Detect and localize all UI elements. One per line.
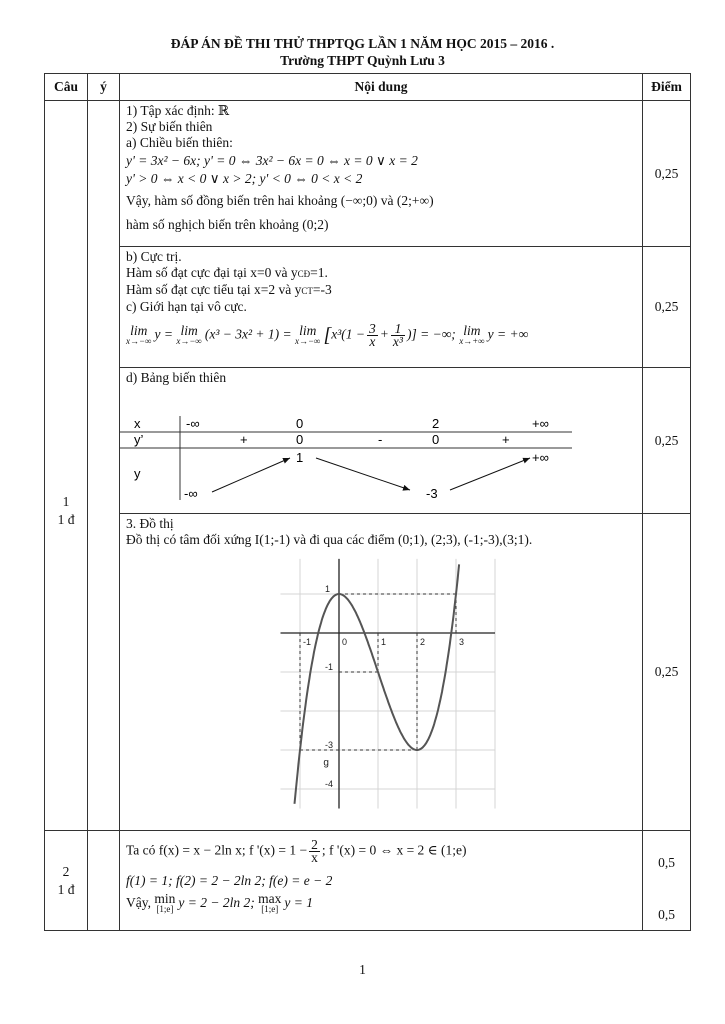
school-name: Trường THPT Quỳnh Lưu 3: [280, 53, 445, 68]
header-y: ý: [88, 74, 120, 101]
q2-line1: [126, 839, 636, 873]
header-content: Nội dung: [120, 74, 643, 101]
frac-3-num: 3: [369, 321, 376, 336]
q2-min: [154, 893, 175, 915]
q2-line1-text: Ta có f(x) = x − 2ln x; f '(x) = 1 −: [126, 842, 308, 858]
q1-graph-line1: 3. Đồ thị: [126, 516, 174, 531]
vt-y-label: y: [134, 466, 141, 481]
lim-2-expr: (x³ − 3x² + 1) =: [204, 326, 292, 342]
lim-4-word: lim: [463, 322, 481, 338]
q1-a-score: 0,25: [643, 101, 691, 247]
lim-1-sub: x→−∞: [126, 335, 152, 346]
q1-a-line4: y' = 3x² − 6x; y' = 0 ⇔ 3x² − 6x = 0 ⇔ x = 0 ∨ x = 2: [126, 153, 418, 168]
q1-a-content: [120, 101, 643, 247]
lim-3-word: lim: [299, 322, 317, 338]
bracket-open: [: [323, 324, 332, 347]
q1-b-line4: c) Giới hạn tại vô cực.: [126, 299, 247, 314]
q1-row-b: [45, 247, 691, 368]
q1-a-line3: a) Chiều biến thiên:: [126, 135, 233, 150]
y-tick-label: 1: [325, 584, 331, 594]
vt-arrow-up-1: [212, 458, 290, 492]
q1-b-limits: lim x→−∞ y = lim x→−∞ (x³ − 3x² + 1) = lim x→−∞ [x³(1 − $\frac{3}{x}$ + $\frac{1}{\text{x³}}$ )] = −∞; lim x→+∞ y = +∞: [126, 321, 529, 349]
q2-number-cell: [45, 831, 88, 931]
vt-x-posinf: +∞: [532, 416, 549, 431]
lim-2: [176, 322, 202, 347]
frac-3-den: x: [369, 334, 376, 349]
q1-b-score: 0,25: [643, 247, 691, 368]
x-tick-label: 0: [342, 637, 348, 647]
q1-b-content: [120, 247, 643, 368]
graph-bg: [281, 559, 496, 809]
q2-frac-num: 2: [311, 837, 318, 852]
q2-y-cell: [88, 831, 120, 931]
q1-row-a: [45, 101, 691, 247]
lim-2-word: lim: [180, 322, 198, 338]
lim-1-word: lim: [130, 322, 148, 338]
q1-row-d: [45, 368, 691, 514]
header-cau: Câu: [45, 74, 88, 101]
q2-line1-end: ; f '(x) = 0 ⇔ x = 2 ∈ (1;e): [321, 842, 467, 858]
frac-1-over-x3: [391, 323, 405, 348]
vt-y-neginf: -∞: [184, 486, 198, 500]
q1-b-line3-sub: CT: [301, 286, 313, 296]
vt-yp-label: y’: [134, 432, 144, 447]
q1-graph-score: 0,25: [643, 514, 691, 831]
header-score: Điểm: [643, 74, 691, 101]
vt-y-max: 1: [296, 450, 304, 465]
q1-a-line2: 2) Sự biến thiên: [126, 119, 213, 134]
vt-y-min: -3: [426, 486, 438, 500]
q1-b-line3-end: =-3: [312, 282, 332, 297]
q2-content: [120, 831, 643, 931]
vt-x-0: 0: [296, 416, 304, 431]
q1-b-line3: [126, 282, 636, 299]
vt-arrow-down: [316, 458, 410, 490]
y-tick-label: -4: [325, 779, 334, 789]
lim-1: [126, 322, 152, 347]
vt-yp-plus1: +: [240, 432, 248, 447]
q2-score-1: 0,5: [658, 855, 675, 870]
q1-points: 1 đ: [57, 511, 75, 527]
page-number: 1: [359, 962, 366, 977]
vt-yp-zero2: 0: [432, 432, 440, 447]
frac-1-den: x³: [392, 334, 403, 349]
frac-1-num: 1: [391, 323, 405, 336]
q2-min-expr: y = 2 − 2ln 2;: [178, 895, 255, 911]
curve-label: g: [323, 757, 329, 769]
q2-max-word: max: [258, 891, 282, 906]
q1-row-graph: [45, 514, 691, 831]
vt-yp-zero1: 0: [296, 432, 304, 447]
answer-table: [44, 73, 691, 931]
lim-2-sub: x→−∞: [176, 335, 202, 346]
q1-d-content: [120, 368, 643, 514]
vt-yp-minus: -: [378, 432, 383, 447]
q1-b-line2-sub: CĐ: [297, 269, 311, 279]
lim-4-expr: y = +∞: [487, 326, 529, 342]
y-tick-label: -3: [325, 740, 334, 750]
q1-y-cell: [88, 101, 120, 831]
q1-number: 1: [62, 493, 70, 509]
q1-number-cell: [45, 101, 88, 831]
q2-min-sub: [1;e]: [156, 904, 174, 914]
q1-b-line3-text: Hàm số đạt cực tiểu tại x=2 và y: [126, 282, 302, 297]
frac-3-over-x: [367, 323, 378, 348]
q2-frac-den: x: [311, 850, 318, 865]
q1-b-line2: [126, 265, 636, 282]
lim-1-expr: y =: [154, 326, 173, 342]
x-tick-label: 3: [459, 637, 465, 647]
graph-wrap: [120, 550, 642, 820]
lim-3-end: )] = −∞;: [406, 326, 456, 342]
q2-max: [258, 893, 281, 915]
q1-a-line5: y' > 0 ⇔ x < 0 ∨ x > 2; y' < 0 ⇔ 0 < x < 2: [126, 171, 363, 186]
q2-frac: [309, 839, 320, 864]
q1-b-line2-text: Hàm số đạt cực đại tại x=0 và y: [126, 265, 298, 280]
lim-3-expr: x³(1 −: [331, 326, 366, 342]
q1-b-line2-end: =1.: [310, 265, 328, 280]
vt-x-label: x: [134, 416, 141, 431]
x-tick-label: -1: [303, 637, 312, 647]
lim-3-sub: x→−∞: [294, 335, 321, 346]
lim-3: [294, 322, 321, 347]
q2-points: 1 đ: [57, 881, 75, 897]
y-tick-label: -1: [325, 662, 334, 672]
q2-max-expr: y = 1: [284, 895, 313, 911]
vt-y-posinf: +∞: [532, 450, 549, 465]
lim-4-sub: x→+∞: [459, 335, 485, 346]
q1-a-line6: Vậy, hàm số đồng biến trên hai khoảng (−∞;0) và (2;+∞): [126, 193, 434, 208]
function-graph: [120, 550, 643, 820]
x-tick-label: 2: [420, 637, 426, 647]
q2-line3-text: Vậy,: [126, 895, 151, 911]
q2-min-word: min: [154, 891, 176, 906]
vt-x-2: 2: [432, 416, 440, 431]
q2-score-2: 0,5: [658, 907, 675, 922]
q2-score-cell: [643, 831, 691, 931]
q2-line3: [126, 893, 636, 915]
variation-table: [120, 388, 640, 500]
q1-graph-line2: Đồ thị có tâm đối xứng I(1;-1) và đi qua các điểm (0;1), (2;3), (-1;-3),(3;1).: [126, 532, 533, 547]
vt-yp-plus2: +: [502, 432, 510, 447]
q1-a-line7: hàm số nghịch biến trên khoảng (0;2): [126, 217, 329, 232]
q1-d-score: 0,25: [643, 368, 691, 514]
q1-d-title: d) Bảng biến thiên: [126, 370, 227, 385]
q1-b-line1: b) Cực trị.: [126, 249, 182, 264]
q2-max-sub: [1;e]: [261, 904, 279, 914]
lim-4: [459, 322, 485, 347]
q1-graph-content: [120, 514, 643, 831]
vt-arrow-up-2: [450, 458, 530, 490]
q2-number: 2: [62, 863, 70, 879]
q2-line2: f(1) = 1; f(2) = 2 − 2ln 2; f(e) = e − 2: [126, 873, 333, 888]
document-title: ĐÁP ÁN ĐỀ THI THỬ THPTQG LẦN 1 NĂM HỌC 2015 – 2016 .: [170, 36, 555, 51]
q1-a-line1: 1) Tập xác định: ℝ: [126, 103, 230, 118]
x-tick-label: 1: [381, 637, 387, 647]
q2-row: [45, 831, 691, 931]
vt-x-neginf: -∞: [186, 416, 200, 431]
